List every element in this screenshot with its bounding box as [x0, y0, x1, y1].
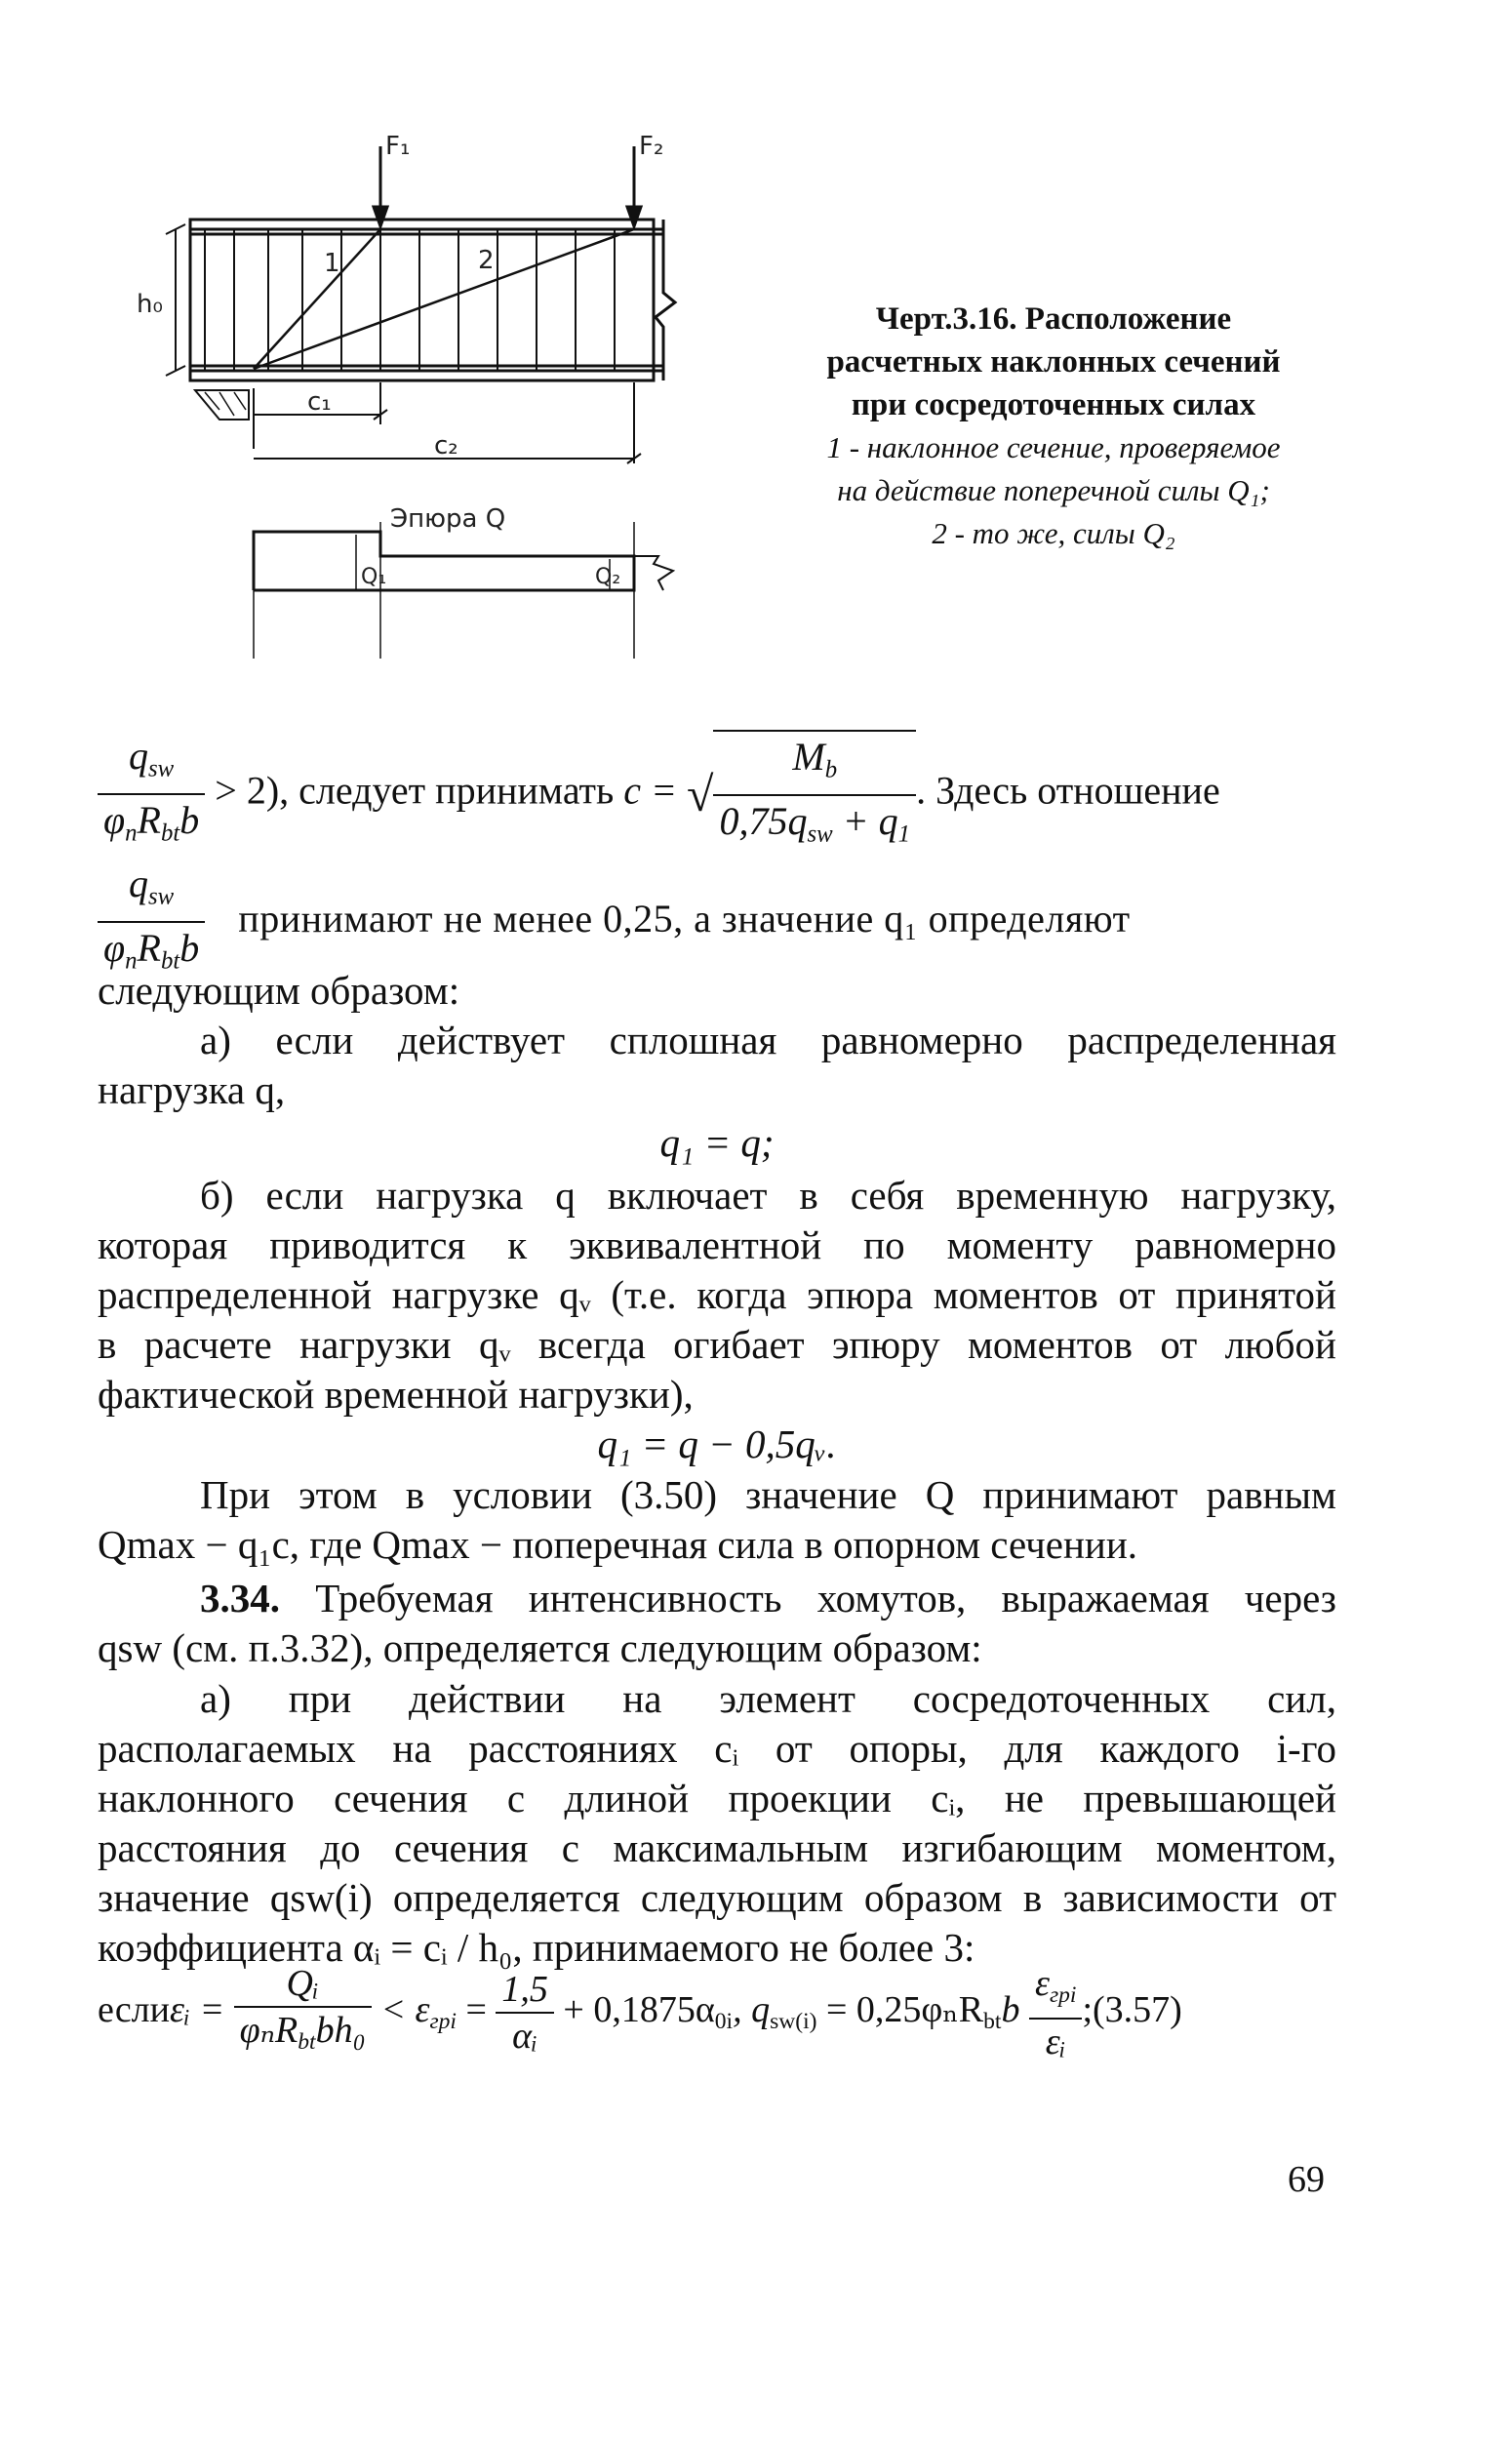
c1-label: c₁ — [307, 387, 332, 417]
caption-title-2: расчетных наклонных сечений — [826, 344, 1281, 380]
section-334-line2: qsw (см. п.3.32), определяется следующим образом: — [98, 1625, 982, 1670]
ratio-line: $\frac{q_{sw}}{\varphi_nR_{bt}b}$ принимают не менее 0,25, а значение q₁ определяют — [98, 859, 1336, 986]
inclined-section-2 — [254, 229, 634, 369]
para-c-line1: При этом в условии (3.50) значение Q принимают равным — [200, 1472, 1336, 1517]
height-label: h₀ — [137, 290, 163, 319]
shear-diagram-title: Эпюра Q — [390, 504, 506, 534]
eps-fraction: $\frac{\text{Qᵢ}}{\varphi_nR_{bt}bh_0}$ — [234, 1961, 372, 2064]
q2-label: Q₂ — [595, 565, 621, 589]
para-a-line1: а) если действует сплошная равномерно распределенная — [200, 1018, 1336, 1062]
page-number: 69 — [1288, 2159, 1325, 2200]
equation-q1: q₁ = q; — [659, 1120, 775, 1165]
c-root-fraction: $\frac{M_b}{0,75q_{sw} + q_1}$ — [713, 730, 916, 860]
alpha-fraction: $\frac{1,5}{\text{αᵢ}}$ — [496, 1967, 554, 2059]
section-334-line1: 3.34. Требуемая интенсивность хомутов, выражаемая через — [200, 1576, 1337, 1621]
force-1-label: F₁ — [385, 132, 411, 161]
para-b-line1: б) если нагрузка q включает в себя временную нагрузку, — [200, 1173, 1336, 1218]
section-2-label: 2 — [478, 246, 495, 275]
para-d-line6: коэффициента αᵢ = cᵢ / h₀, принимаемого не более 3: — [98, 1925, 975, 1970]
c2-label: c₂ — [434, 431, 458, 460]
para-b-line4: в расчете нагрузки qᵥ всегда огибает эпюру моментов от любой — [98, 1322, 1336, 1367]
para-b-line2: которая приводится к эквивалентной по моменту равномерно — [98, 1222, 1336, 1267]
formula-3-57: еслиεᵢ = $\frac{\text{Qᵢ}}{\varphi_nR_{bt}bh_0}$ < $\varepsilon_{гpi}$ = $\frac{1,5}{\text{αᵢ}}$ + $0,1875\alpha_{0i}$, $q_{sw(i)} = 0,25\varphi_nR_{bt}b$ $\frac{\varepsilon_{гpi}}{\text{εᵢ}}$ ;(3.57) — [98, 1963, 1182, 2063]
para-d-line3: наклонного сечения с длиной проекции cᵢ, не превышающей — [98, 1776, 1336, 1821]
ratio-fraction-2: $\frac{q_{sw}}{\varphi_nR_{bt}b}$ — [98, 859, 205, 986]
ratio-fraction-1: $\frac{q_{sw}}{\varphi_nR_{bt}b}$ — [98, 731, 205, 859]
force-2-label: F₂ — [639, 132, 664, 161]
beam-figure — [98, 127, 702, 673]
eps-ratio-fraction: $\frac{\varepsilon_{гpi}}{\text{εᵢ}}$ — [1029, 1961, 1083, 2064]
para-b-line3: распределенной нагрузке qᵥ (т.е. когда эпюра моментов от принятой — [98, 1272, 1336, 1317]
caption-legend-3: 2 - то же, силы Q₂ — [932, 516, 1175, 550]
para-next: следующим образом: — [98, 968, 460, 1013]
caption-title-3: при сосредоточенных силах — [851, 387, 1256, 422]
equation-q1-reduced: q₁ = q − 0,5qᵥ. — [597, 1421, 837, 1466]
inclined-section-1 — [254, 229, 380, 369]
para-b-line5: фактической временной нагрузки), — [98, 1372, 694, 1417]
section-1-label: 1 — [324, 249, 340, 278]
shear-diagram — [254, 532, 634, 590]
caption-title-1: Черт.3.16. Расположение — [875, 301, 1232, 337]
para-d-line2: располагаемых на расстояниях cᵢ от опоры, для каждого i-го — [98, 1726, 1336, 1771]
formula-c-line: $\frac{q_{sw}}{\varphi_nR_{bt}b}$ > 2), следует принимать c = √ $\frac{M_b}{0,75q_{sw} + q_1}$ . Здесь отношение — [98, 730, 1336, 860]
para-d-line5: значение qsw(i) определяется следующим образом в зависимости от — [98, 1875, 1336, 1920]
beam-outline — [190, 220, 654, 380]
caption-legend-1: 1 - наклонное сечение, проверяемое — [826, 430, 1281, 464]
q1-label: Q₁ — [361, 565, 387, 589]
figure-caption — [741, 298, 1366, 555]
caption-legend-2: на действие поперечной силы Q₁; — [837, 473, 1270, 507]
para-d-line4: расстояния до сечения с максимальным изгибающим моментом, — [98, 1825, 1336, 1870]
para-d-line1: а) при действии на элемент сосредоточенных сил, — [200, 1676, 1336, 1721]
para-a-line2: нагрузка q, — [98, 1067, 286, 1112]
section-number: 3.34. — [200, 1576, 280, 1621]
para-c-line2: Qmax − q₁c, где Qmax − поперечная сила в опорном сечении. — [98, 1522, 1138, 1567]
